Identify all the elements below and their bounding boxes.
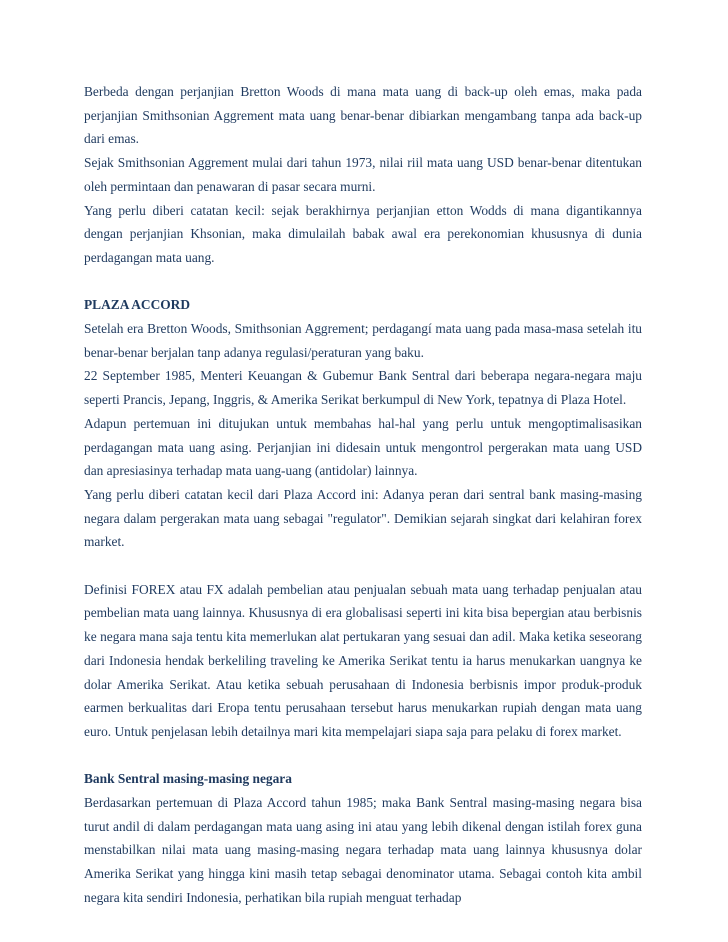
paragraph: 22 September 1985, Menteri Keuangan & Gubemur Bank Sentral dari beberapa negara-negara maju seperti Prancis, Jepang, Inggris, & Amerika Serikat berkumpul di New York, tepatnya di Plaza Hotel. [84, 368, 642, 408]
paragraph: Berdasarkan pertemuan di Plaza Accord tahun 1985; maka Bank Sentral masing-masing negara bisa turut andil di dalam perdagangan mata uang asing ini atau yang lebih dikenal dengan istilah forex guna menstabilkan nilai mata uang masing-masing negara terhadap mata uang lainnya khususnya dolar Amerika Serikat yang hingga kini masih tetap sebagai denominator utama. Sebagai contoh kita ambil negara kita sendiri Indonesia, perhatikan bila rupiah menguat terhadap [84, 795, 642, 905]
paragraph: Berbeda dengan perjanjian Bretton Woods di mana mata uang di back-up oleh emas, maka pada perjanjian Smithsonian Aggrement mata uang benar-benar dibiarkan mengambang tanpa ada back-up dari emas. [84, 84, 642, 147]
section-bretton-woods [84, 80, 642, 270]
section-plaza-accord [84, 293, 642, 554]
paragraph: Sejak Smithsonian Aggrement mulai dari tahun 1973, nilai riil mata uang USD benar-benar ditentukan oleh permintaan dan penawaran di pasar secara murni. [84, 155, 642, 194]
paragraph: Yang perlu diberi catatan kecil: sejak berakhirnya perjanjian etton Wodds di mana digantikannya dengan perjanjian Khsonian, maka dimulailah babak awal era perekonomian khususnya di dunia perdagangan mata uang. [84, 202, 642, 265]
paragraph-gap [84, 744, 642, 768]
section-heading: Bank Sentral masing-masing negara [84, 771, 292, 787]
paragraph: Adapun pertemuan ini ditujukan untuk membahas hal-hal yang perlu untuk mengoptimalisasikan perdagangan mata uang asing. Perjanjian ini didesain untuk mengontrol pergerakan mata uang USD dan apresiasinya terhadap mata uang-uang (antidolar) lainnya. [84, 415, 642, 479]
paragraph: Setelah era Bretton Woods, Smithsonian Aggrement; perdagangí mata uang pada masa-masa setelah itu benar-benar berjalan tanp adanya regulasi/peraturan yang baku. [84, 321, 642, 360]
section-heading: PLAZA ACCORD [84, 297, 191, 313]
paragraph-gap [84, 554, 642, 578]
paragraph: Definisi FOREX atau FX adalah pembelian atau penjualan sebuah mata uang terhadap penjualan atau pembelian mata uang lainnya. Khususnya di era globalisasi seperti ini kita bisa bepergian atau berbisnis ke negara mana saja tentu kita memerlukan alat pertukaran yang sesuai dan adil. Maka ketika seseorang dari Indonesia hendak berkeliling traveling ke Amerika Serikat tentu ia harus menukarkan uangnya ke dolar Amerika Serikat. Atau ketika sebuah perusahaan di Indonesia berbisnis impor produk-produk earmen berkualitas dari Eropa tentu perusahaan tersebut harus menukarkan rupiah dengan mata uang euro. Untuk penjelasan lebih detailnya mari kita mempelajari siapa saja para pelaku di forex market. [84, 581, 642, 739]
section-forex-definition [84, 578, 642, 744]
section-central-bank [84, 767, 642, 909]
paragraph-gap [84, 270, 642, 294]
document-page [84, 80, 642, 910]
paragraph: Yang perlu diberi catatan kecil dari Plaza Accord ini: Adanya peran dari sentral bank masing-masing negara dalam pergerakan mata uang sebagai "regulator". Demikian sejarah singkat dari kelahiran forex market. [84, 486, 642, 550]
